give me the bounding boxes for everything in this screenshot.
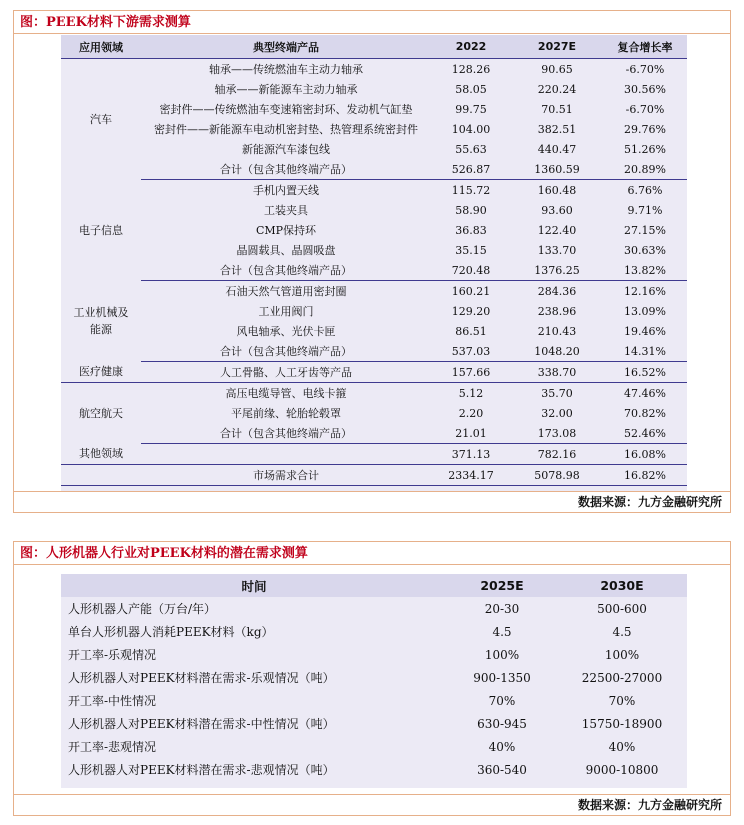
table-row xyxy=(61,643,687,666)
product-cell: 轴承——新能源车主动力轴承 xyxy=(214,83,358,96)
value-2022-cell: 21.01 xyxy=(431,423,511,444)
product-cell: 石油天然气管道用密封圈 xyxy=(225,285,347,298)
value-2022-cell: 128.26 xyxy=(451,62,491,76)
header-time: 时间 xyxy=(61,574,447,597)
value-2022-cell: 86.51 xyxy=(455,324,487,338)
value-2027e-cell: 90.65 xyxy=(541,62,573,76)
value-2022-cell: 35.15 xyxy=(455,243,487,257)
figure1-panel xyxy=(13,10,731,513)
value-2027e-cell: 440.47 xyxy=(537,142,577,156)
value-2030e-cell: 22500-27000 xyxy=(581,670,663,685)
table-row xyxy=(61,180,687,201)
table-row xyxy=(61,260,687,281)
figure2-panel xyxy=(13,541,731,816)
product-cell: 高压电缆导管、电线卡箍 xyxy=(225,387,347,400)
value-2030e-cell: 9000-10800 xyxy=(585,762,659,777)
value-2027e-cell: 32.00 xyxy=(541,406,573,420)
sector-cell: 其他领域 xyxy=(61,444,141,465)
value-2022-cell: 160.21 xyxy=(451,284,491,298)
product-cell: CMP保持环 xyxy=(255,224,317,237)
value-2030e-cell: 100% xyxy=(604,647,640,662)
table-row xyxy=(61,712,687,735)
table-row xyxy=(61,159,687,180)
table-row xyxy=(61,403,687,423)
figure1-source: 数据来源：九方金融研究所 xyxy=(14,491,730,512)
value-2022-cell: 5.12 xyxy=(458,386,484,400)
table-row xyxy=(61,99,687,119)
product-cell: 晶圆载具、晶圆吸盘 xyxy=(236,244,336,257)
table-row xyxy=(61,220,687,240)
value-2022-cell: 36.83 xyxy=(455,223,487,237)
value-2027e-cell: 1360.59 xyxy=(511,159,603,180)
value-2027e-cell: 133.70 xyxy=(537,243,577,257)
header-cagr: 复合增长率 xyxy=(603,35,687,59)
header-2030e: 2030E xyxy=(557,574,687,597)
value-2027e-cell: 220.24 xyxy=(537,82,577,96)
row-label-cell: 开工率-乐观情况 xyxy=(68,648,157,662)
product-cell: 工业用阀门 xyxy=(258,305,314,318)
product-cell: 市场需求合计 xyxy=(141,465,431,486)
value-2027e-cell: 338.70 xyxy=(511,362,603,383)
value-2022-cell: 526.87 xyxy=(431,159,511,180)
value-2027e-cell: 382.51 xyxy=(537,122,577,136)
product-cell: 合计（包含其他终端产品） xyxy=(141,423,431,444)
sector-cell xyxy=(61,465,141,486)
cagr-cell: 27.15% xyxy=(624,223,666,237)
table-row xyxy=(61,597,687,620)
value-2027e-cell: 284.36 xyxy=(537,284,577,298)
figure2-title: 图：人形机器人行业对PEEK材料的潜在需求测算 xyxy=(14,542,730,565)
figure2-source: 数据来源：九方金融研究所 xyxy=(14,794,730,815)
value-2022-cell: 129.20 xyxy=(451,304,491,318)
value-2025e-cell: 100% xyxy=(484,647,520,662)
product-cell: 合计（包含其他终端产品） xyxy=(141,260,431,281)
value-2027e-cell: 35.70 xyxy=(541,386,573,400)
table-row xyxy=(61,465,687,486)
value-2027e-cell: 173.08 xyxy=(511,423,603,444)
product-cell: 新能源汽车漆包线 xyxy=(242,143,330,156)
value-2027e-cell: 5078.98 xyxy=(511,465,603,486)
row-label-cell: 人形机器人对PEEK材料潜在需求-中性情况（吨） xyxy=(68,717,335,731)
value-2030e-cell: 500-600 xyxy=(597,601,647,616)
value-2022-cell: 115.72 xyxy=(451,183,491,197)
figure2-table-wrap xyxy=(61,574,687,788)
cagr-cell: 12.16% xyxy=(624,284,666,298)
value-2030e-cell: 15750-18900 xyxy=(581,716,663,731)
product-cell: 工装夹具 xyxy=(264,204,308,217)
cagr-cell: 29.76% xyxy=(624,122,666,136)
header-2022: 2022 xyxy=(431,35,511,59)
value-2025e-cell: 360-540 xyxy=(477,762,527,777)
table-row xyxy=(61,362,687,383)
robot-peek-table xyxy=(61,574,687,781)
cagr-cell: 14.31% xyxy=(603,341,687,362)
product-cell: 合计（包含其他终端产品） xyxy=(141,159,431,180)
value-2027e-cell: 160.48 xyxy=(537,183,577,197)
cagr-cell: 13.82% xyxy=(603,260,687,281)
cagr-cell: -6.70% xyxy=(625,62,665,76)
table-body xyxy=(61,59,687,486)
cagr-cell: 51.26% xyxy=(624,142,666,156)
table-row xyxy=(61,281,687,302)
product-cell xyxy=(141,444,431,465)
value-2022-cell: 104.00 xyxy=(451,122,491,136)
cagr-cell: 30.56% xyxy=(624,82,666,96)
sector-cell: 汽车 xyxy=(90,112,112,126)
row-label-cell: 开工率-悲观情况 xyxy=(68,740,157,754)
value-2027e-cell: 1376.25 xyxy=(511,260,603,281)
cagr-cell: 13.09% xyxy=(624,304,666,318)
value-2025e-cell: 900-1350 xyxy=(473,670,531,685)
value-2022-cell: 157.66 xyxy=(431,362,511,383)
value-2030e-cell: 4.5 xyxy=(612,624,632,639)
product-cell: 人工骨骼、人工牙齿等产品 xyxy=(141,362,431,383)
table-row xyxy=(61,666,687,689)
row-label-cell: 人形机器人产能（万台/年） xyxy=(68,602,217,616)
product-cell: 合计（包含其他终端产品） xyxy=(141,341,431,362)
value-2025e-cell: 20-30 xyxy=(484,601,520,616)
product-cell: 风电轴承、光伏卡匣 xyxy=(236,325,336,338)
value-2027e-cell: 93.60 xyxy=(541,203,573,217)
cagr-cell: 70.82% xyxy=(624,406,666,420)
table-row xyxy=(61,79,687,99)
table-row xyxy=(61,321,687,341)
table-header-row xyxy=(61,35,687,59)
table-row xyxy=(61,341,687,362)
cagr-cell: 16.82% xyxy=(603,465,687,486)
peek-demand-table xyxy=(61,35,687,486)
sector-cell: 医疗健康 xyxy=(61,362,141,383)
table-row xyxy=(61,735,687,758)
figure1-table-wrap xyxy=(61,35,687,491)
value-2022-cell: 58.05 xyxy=(455,82,487,96)
table-body xyxy=(61,597,687,781)
cagr-cell: 52.46% xyxy=(603,423,687,444)
table-row xyxy=(61,59,687,80)
value-2027e-cell: 122.40 xyxy=(537,223,577,237)
value-2022-cell: 99.75 xyxy=(455,102,487,116)
figure1-title: 图：PEEK材料下游需求测算 xyxy=(14,11,730,34)
cagr-cell: 16.52% xyxy=(603,362,687,383)
table-row xyxy=(61,301,687,321)
header-product: 典型终端产品 xyxy=(141,35,431,59)
cagr-cell: 47.46% xyxy=(624,386,666,400)
value-2027e-cell: 210.43 xyxy=(537,324,577,338)
table-row xyxy=(61,240,687,260)
cagr-cell: 30.63% xyxy=(624,243,666,257)
value-2027e-cell: 1048.20 xyxy=(511,341,603,362)
product-cell: 密封件——传统燃油车变速箱密封环、发动机气缸垫 xyxy=(159,103,413,116)
header-2027e: 2027E xyxy=(511,35,603,59)
row-label-cell: 人形机器人对PEEK材料潜在需求-乐观情况（吨） xyxy=(68,671,335,685)
table-header-row xyxy=(61,574,687,597)
sector-cell: 工业机械及能源 xyxy=(73,306,129,336)
value-2027e-cell: 70.51 xyxy=(541,102,573,116)
table-row xyxy=(61,620,687,643)
row-label-cell: 人形机器人对PEEK材料潜在需求-悲观情况（吨） xyxy=(68,763,335,777)
value-2022-cell: 2334.17 xyxy=(431,465,511,486)
value-2022-cell: 537.03 xyxy=(431,341,511,362)
value-2027e-cell: 782.16 xyxy=(511,444,603,465)
sector-cell: 电子信息 xyxy=(79,223,123,237)
table-row xyxy=(61,139,687,159)
value-2030e-cell: 70% xyxy=(608,693,636,708)
value-2025e-cell: 630-945 xyxy=(477,716,527,731)
value-2027e-cell: 238.96 xyxy=(537,304,577,318)
header-sector: 应用领域 xyxy=(61,35,141,59)
product-cell: 手机内置天线 xyxy=(253,184,319,197)
value-2022-cell: 58.90 xyxy=(455,203,487,217)
cagr-cell: 16.08% xyxy=(603,444,687,465)
value-2022-cell: 55.63 xyxy=(455,142,487,156)
value-2022-cell: 720.48 xyxy=(431,260,511,281)
table-row xyxy=(61,383,687,404)
table-row xyxy=(61,423,687,444)
cagr-cell: 19.46% xyxy=(624,324,666,338)
value-2022-cell: 2.20 xyxy=(458,406,484,420)
product-cell: 轴承——传统燃油车主动力轴承 xyxy=(209,63,363,76)
cagr-cell: 9.71% xyxy=(627,203,663,217)
cagr-cell: 6.76% xyxy=(627,183,663,197)
table-row xyxy=(61,758,687,781)
value-2022-cell: 371.13 xyxy=(431,444,511,465)
table-row xyxy=(61,119,687,139)
product-cell: 密封件——新能源车电动机密封垫、热管理系统密封件 xyxy=(154,123,418,136)
header-2025e: 2025E xyxy=(447,574,557,597)
row-label-cell: 单台人形机器人消耗PEEK材料（kg） xyxy=(68,625,274,639)
value-2030e-cell: 40% xyxy=(608,739,636,754)
table-row xyxy=(61,689,687,712)
value-2025e-cell: 4.5 xyxy=(492,624,512,639)
row-label-cell: 开工率-中性情况 xyxy=(68,694,157,708)
table-row xyxy=(61,200,687,220)
cagr-cell: -6.70% xyxy=(625,102,665,116)
sector-cell: 航空航天 xyxy=(79,406,123,420)
product-cell: 平尾前缘、轮胎轮毂罩 xyxy=(231,407,341,420)
cagr-cell: 20.89% xyxy=(603,159,687,180)
table-row xyxy=(61,444,687,465)
value-2025e-cell: 70% xyxy=(488,693,516,708)
value-2025e-cell: 40% xyxy=(488,739,516,754)
